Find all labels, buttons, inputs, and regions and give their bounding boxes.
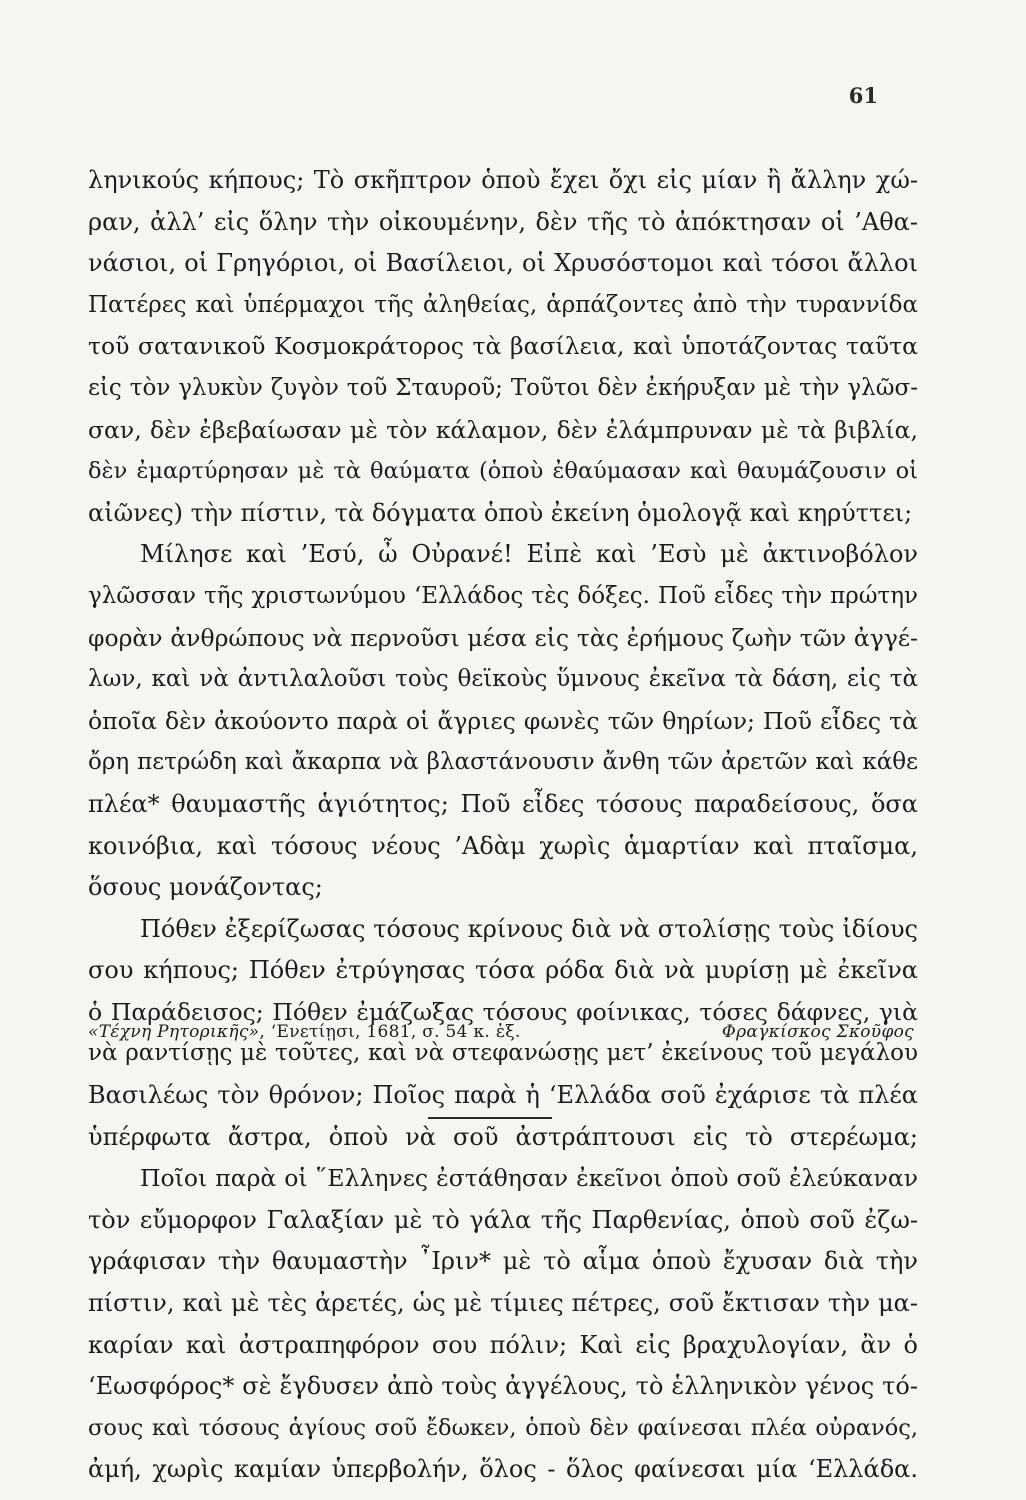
text-line: ὅσους μονάζοντας; <box>88 873 323 902</box>
citation-title: «Τέχνη Ρητορικῆς» <box>88 1022 260 1042</box>
text-line: ὁ Παράδεισος; Πόθεν ἐμάζωξας τόσους φοίνικας, τόσες δάφνες, γιὰ <box>88 997 918 1026</box>
text-line: ραν, ἀλλ’ εἰς ὅλην τὴν οἰκουμένην, δὲν τῆς τὸ ἀπόκτησαν οἱ ’Αθα- <box>88 207 918 236</box>
section-divider <box>428 1117 552 1119</box>
text-line: ‘Εωσφόρος* σὲ ἔγδυσεν ἀπὸ τοὺς ἀγγέλους, τὸ ἑλληνικὸν γένος τό- <box>88 1372 918 1401</box>
text-line: τὸν εὔμορφον Γαλαξίαν μὲ τὸ γάλα τῆς Παρθενίας, ὁποὺ σοῦ ἐζω- <box>88 1205 918 1234</box>
text-line: φορὰν ἀνθρώπους νὰ περνοῦσι μέσα εἰς τὰς ἐρήμους ζωὴν τῶν ἀγγέ- <box>88 623 918 652</box>
text-line: ληνικούς κήπους; Τὸ σκῆπτρον ὁποὺ ἔχει ὄχι εἰς μίαν ἢ ἄλλην χώ- <box>88 166 918 194</box>
text-line: ὄρη πετρώδη καὶ ἄκαρπα νὰ βλαστάνουσιν ἄνθη τῶν ἀρετῶν καὶ κάθε <box>88 749 918 776</box>
citation-source <box>88 1022 521 1042</box>
text-line: νάσιοι, οἱ Γρηγόριοι, οἱ Βασίλειοι, οἱ Χρυσόστομοι καὶ τόσοι ἄλλοι <box>88 249 918 278</box>
text-line: Ποῖοι παρὰ οἱ ῞Ελληνες ἐστάθησαν ἐκεῖνοι ὁποὺ σοῦ ἐλεύκαναν <box>140 1164 918 1193</box>
text-line: κοινόβια, καὶ τόσους νέους ’Αδὰμ χωρὶς ἁμαρτίαν καὶ πταῖσμα, <box>88 831 918 860</box>
text-line: γλῶσσαν τῆς χριστωνύμου ‘Ελλάδος τὲς δόξες. Ποῦ εἶδες τὴν πρώτην <box>88 582 918 609</box>
text-line: σους καὶ τόσους ἁγίους σοῦ ἔδωκεν, ὁποὺ δὲν φαίνεσαι πλέα οὐρανός, <box>88 1414 918 1441</box>
text-line: Μίλησε καὶ ’Εσύ, ὦ Οὐρανέ! Εἰπὲ καὶ ’Εσὺ μὲ ἀκτινοβόλον <box>140 540 918 569</box>
text-line: τοῦ σατανικοῦ Κοσμοκράτορος τὰ βασίλεια, καὶ ὑποτάζοντας ταῦτα <box>88 332 918 361</box>
text-line: Πατέρες καὶ ὑπέρμαχοι τῆς ἀληθείας, ἁρπάζοντες ἀπὸ τὴν τυραννίδα <box>88 291 918 318</box>
text-line: αἰῶνες) τὴν πίστιν, τὰ δόγματα ὁποὺ ἐκείνη ὁμολογᾷ καὶ κηρύττει; <box>88 498 913 527</box>
text-line: Βασιλέως τὸν θρόνον; Ποῖος παρὰ ἡ ‘Ελλάδα σοῦ ἐχάρισε τὰ πλέα <box>88 1081 918 1110</box>
text-line: σου κήπους; Πόθεν ἐτρύγησας τόσα ρόδα διὰ νὰ μυρίσῃ μὲ ἐκεῖνα <box>88 956 918 985</box>
text-line: ὁποῖα δὲν ἀκούοντο παρὰ οἱ ἄγριες φωνὲς τῶν θηρίων; Ποῦ εἶδες τὰ <box>88 706 918 735</box>
text-line: δὲν ἐμαρτύρησαν μὲ τὰ θαύματα (ὁποὺ ἐθαύμασαν καὶ θαυμάζουσιν οἱ <box>88 458 918 485</box>
citation-author: Φραγκίσκος Σκοῦφος <box>721 1022 914 1042</box>
citation-details: , ‘Ενετίῃσι, 1681, σ. 54 κ. ἑξ. <box>259 1022 521 1042</box>
text-line: πλέα* θαυμαστῆς ἁγιότητος; Ποῦ εἶδες τόσους παραδείσους, ὅσα <box>88 789 918 818</box>
page-number: 61 <box>848 83 878 108</box>
text-line: ὑπέρφωτα ἄστρα, ὁποὺ νὰ σοῦ ἀστράπτουσι εἰς τὸ στερέωμα; <box>88 1122 918 1151</box>
text-line: πίστιν, καὶ μὲ τὲς ἀρετές, ὡς μὲ τίμιες πέτρες, σοῦ ἔκτισαν τὴν μα- <box>88 1289 918 1318</box>
text-line: γράφισαν τὴν θαυμαστὴν ῏Ιριν* μὲ τὸ αἷμα ὁποὺ ἔχυσαν διὰ τὴν <box>88 1247 918 1276</box>
text-line: καρίαν καὶ ἀστραπηφόρον σου πόλιν; Καὶ εἰς βραχυλογίαν, ἂν ὁ <box>88 1330 918 1359</box>
text-line: εἰς τὸν γλυκὺν ζυγὸν τοῦ Σταυροῦ; Τοῦτοι δὲν ἐκήρυξαν μὲ τὴν γλῶσ- <box>88 374 918 401</box>
text-line: λων, καὶ νὰ ἀντιλαλοῦσι τοὺς θεϊκοὺς ὕμνους ἐκεῖνα τὰ δάση, εἰς τὰ <box>88 666 918 693</box>
text-line: Πόθεν ἐξερίζωσας τόσους κρίνους διὰ νὰ στολίσῃς τοὺς ἰδίους <box>140 914 918 943</box>
body-text <box>88 160 918 1491</box>
text-line: ἀμή, χωρὶς καμίαν ὑπερβολήν, ὅλος - ὅλος φαίνεσαι μία ‘Ελλάδα. <box>88 1455 918 1484</box>
text-line: σαν, δὲν ἐβεβαίωσαν μὲ τὸν κάλαμον, δὲν ἐλάμπρυναν μὲ τὰ βιβλία, <box>88 415 918 444</box>
text-line: νὰ ραντίσῃς μὲ τοῦτες, καὶ νὰ στεφανώσῃς μετ’ ἐκείνους τοῦ μεγάλου <box>88 1040 918 1067</box>
citation <box>88 1022 914 1054</box>
